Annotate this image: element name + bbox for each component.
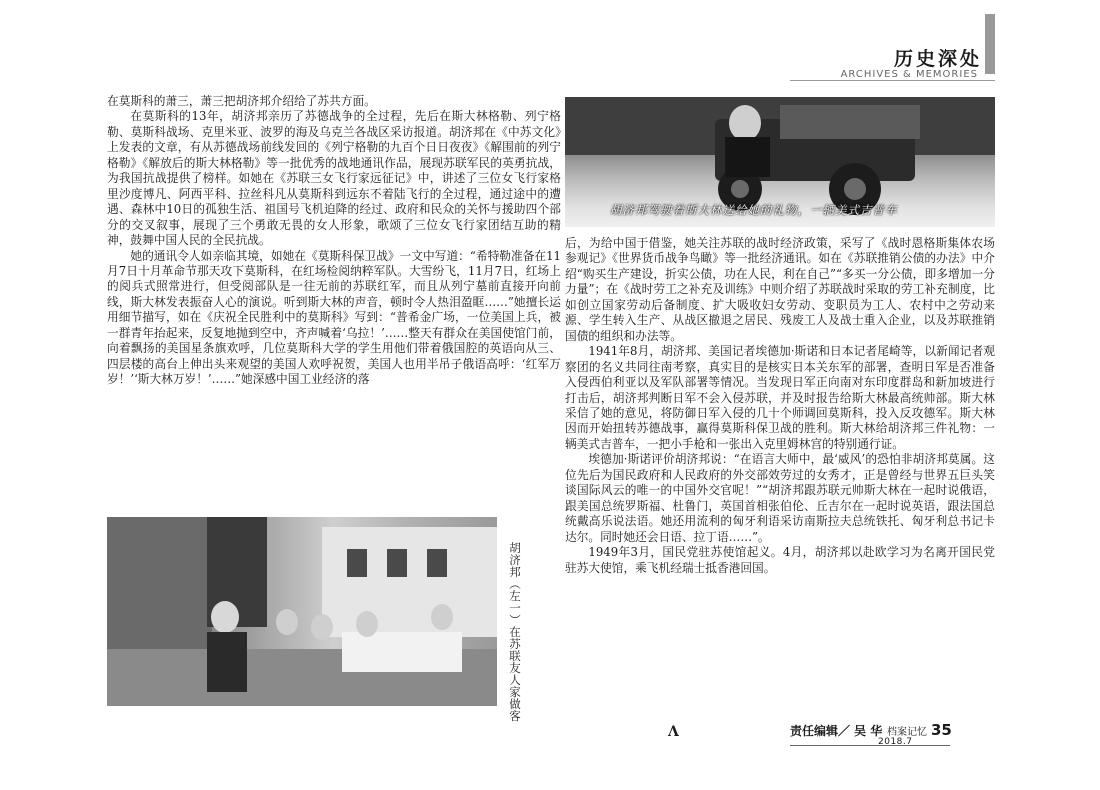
editor-credit (790, 722, 882, 739)
building (322, 527, 497, 637)
dining-table (342, 632, 462, 672)
person-4 (356, 611, 378, 637)
driver-figure (729, 105, 761, 141)
driver-coat (725, 137, 770, 177)
section-title: 历史深处 (893, 48, 982, 70)
jeep-hub-front (844, 178, 866, 200)
person-3 (311, 614, 333, 640)
editor-name: 吴 华 (854, 724, 883, 738)
dinner-photo (107, 517, 497, 706)
page-number: 35 (931, 721, 952, 739)
footer-rule (790, 745, 950, 746)
paragraph: 她的通讯令人如亲临其境，如她在《莫斯科保卫战》一文中写道：“希特勒准备在11月7日十月革命节那天攻下莫斯科，在红场检阅纳粹军队。大雪纷飞，11月7日，红场上的阅兵式照常进行，但受阅部队是一往无前的苏联红军，而且从列宁墓前直接开向前线，斯大林发表振奋人心的演说。听到斯大林的声音，顿时令人热泪盈眶……”她擅长运用细节描写，如在《庆祝全民胜利中的莫斯科》写到：“普希金广场，一位美国上兵，被一群青年抬起来，反复地抛到空中，齐声喊着‘乌拉！’……整天有群众在美国使馆门前，向着飘扬的美国星条旗欢呼，几位莫斯科大学的学生用他们带着俄国腔的英语向从三、四层楼的高台上伸出头来观望的美国人欢呼祝贺，美国人也用半吊子俄语高呼：‘红军万岁！’‘斯大林万岁！’……”她深感中国工业经济的落 (107, 248, 561, 387)
paragraph: 在莫斯科的萧三，萧三把胡济邦介绍给了苏共方面。 (107, 94, 376, 108)
paragraph: 1949年3月，国民党驻苏使馆起义。4月，胡济邦以赴欧学习为名离开国民党驻苏大使馆，乘飞机经瑞士抵香港回国。 (565, 545, 995, 575)
dinner-photo-illustration (107, 517, 497, 706)
article-end-mark: Λ (668, 724, 679, 740)
person-2 (276, 609, 298, 635)
editor-label: 责任编辑／ (790, 724, 851, 738)
person-5 (431, 604, 453, 630)
paragraph: 后，为给中国于借鉴，她关注苏联的战时经济政策，采写了《战时恩格斯集体农场参观记》《世界货币战争鸟瞰》等一批经济通讯。如在《苏联推销公债的办法》中介绍“购买生产建设，折实公债，功在人民，利在自己”“多买一分公债，即多增加一分力量”；在《战时劳工之补充及训练》中则介绍了苏联战时采取的劳工补充制度，比如创立国家劳动后备制度、扩大吸收妇女劳动、变职员为工人、农村中之劳动来源、学生转入生产、从战区撤退之居民、残废工人及战士重入企业，以及苏联推销国债的组织和办法等。 (565, 236, 995, 343)
building-window-3 (427, 549, 447, 577)
paragraph: 1941年8月，胡济邦、美国记者埃德加·斯诺和日本记者尾崎等，以新闻记者观察团的名义共同往南考察，真实目的是核实日本关东军的部署，查明日军是否准备入侵西伯利亚以及军队部署等情况。当发现日军正向南对东印度群岛和新加坡进行打击后，胡济邦判断日军不会入侵苏联，并及时报告给斯大林最高统帅部。斯大林采信了她的意见，将防御日军入侵的几十个师调回莫斯科，投入反攻德军。斯大林因而开始扭转苏德战事，赢得莫斯科保卫战的胜利。斯大林给胡济邦三件礼物：一辆美式吉普车，一把小手枪和一张出入克里姆林宫的特别通行证。 (565, 344, 995, 451)
building-window-1 (347, 549, 367, 577)
dinner-photo-caption: 胡济邦（左一）在苏联友人家做客 (508, 542, 522, 722)
building-window-2 (387, 549, 407, 577)
section-subtitle: ARCHIVES & MEMORIES (840, 69, 978, 80)
person-left-dress (207, 632, 247, 692)
header-rule (790, 80, 995, 81)
paragraph: 埃德加·斯诺评价胡济邦说：“在语言大师中，最‘威风’的恐怕非胡济邦莫属。这位先后为国民政府和人民政府的外交部效劳过的女秀才，正是曾经与世界五巨头笑谈国际风云的唯一的中国外交官呢！”“胡济邦跟苏联元帅斯大林在一起时说俄语，跟美国总统罗斯福、杜鲁门，英国首相张伯伦、丘吉尔在一起时说英语，跟法国总统戴高乐说法语。她还用流利的匈牙利语采访南斯拉夫总统铁托、匈牙利总书记卡达尔。同时她还会日语、拉丁语……”。 (565, 452, 995, 544)
left-text-column (107, 94, 561, 388)
jeep-hub-rear (731, 180, 749, 198)
person-left (211, 601, 239, 633)
header-accent-bar (985, 14, 995, 74)
right-text-column (565, 236, 995, 576)
jeep-windshield (780, 105, 920, 139)
jeep-photo-caption: 胡济邦驾驶着斯大林送给她的礼物，一辆美式吉普车 (610, 203, 898, 217)
issue-date: 2018.7 (878, 737, 913, 747)
paragraph: 在莫斯科的13年，胡济邦亲历了苏德战争的全过程，先后在斯大林格勒、列宁格勒、莫斯科战场、克里米亚、波罗的海及乌克兰各战区采访报道。胡济邦在《中苏文化》上发表的文章，有从苏德战场前线发回的《列宁格勒的九百个日日夜夜》《解围前的列宁格勒》《解放后的斯大林格勒》等一批优秀的战地通讯作品，展现苏联军民的英勇抗战，为我国抗战提供了榜样。如她在《苏联三女飞行家远征记》中，讲述了三位女飞行家格里沙度博凡、阿西平科、拉丝科凡从莫斯科到远东不着陆飞行的全过程，通过途中的遭遇、森林中10日的孤独生活、祖国号飞机迫降的经过、政府和民众的关怀与援助四个部分的交叉叙事，展现了三个勇敢无畏的女人形象，歌颂了三位女飞行家团结互助的精神，鼓舞中国人民的全民抗战。 (107, 109, 561, 248)
journal-name: 档案记忆 (887, 727, 927, 738)
